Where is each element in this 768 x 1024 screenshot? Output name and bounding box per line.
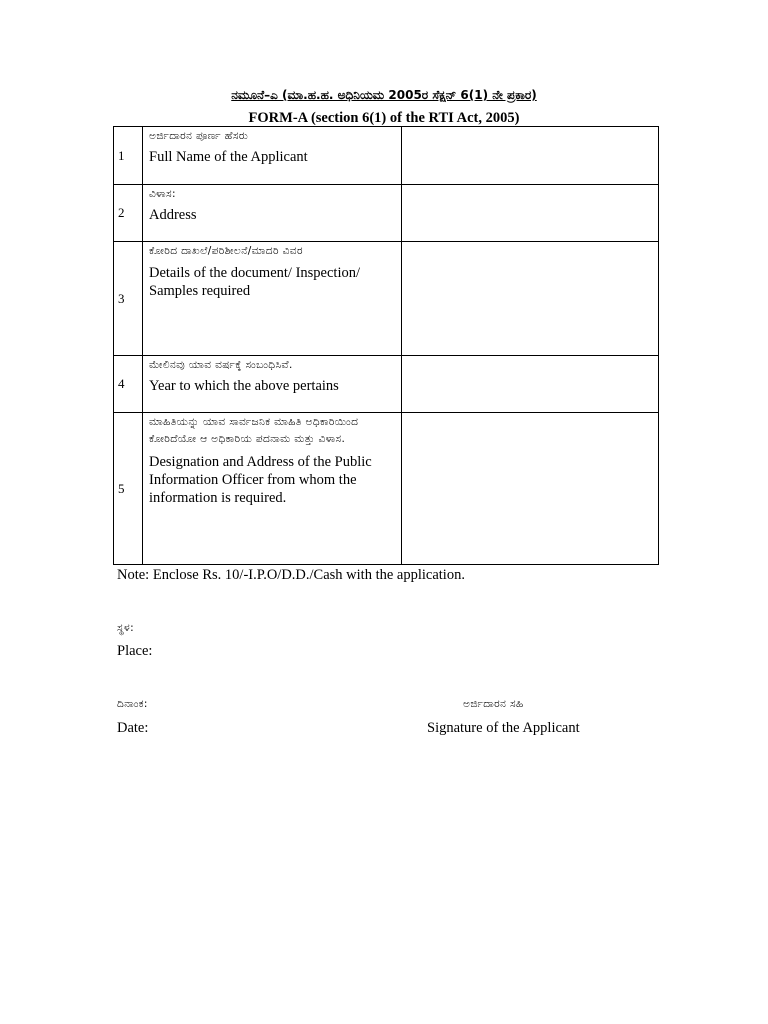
field-label-cell bbox=[143, 127, 402, 185]
field-label-kannada: ಮಾಹಿತಿಯನ್ನು ಯಾವ ಸಾರ್ವಜನಿಕ ಮಾಹಿತಿ ಅಧಿಕಾರಿಯಿಂದ bbox=[149, 416, 359, 428]
field-label-cell bbox=[143, 242, 402, 356]
full-name-answer-field[interactable] bbox=[402, 127, 659, 185]
place-label-english: Place: bbox=[117, 643, 153, 659]
field-label-kannada: ಕೋರಿದ ದಾಖಲೆ/ಪರಿಶೀಲನೆ/ಮಾದರಿ ವಿವರ bbox=[149, 245, 303, 257]
field-label-kannada: ವಿಳಾಸ: bbox=[149, 188, 176, 200]
date-label-kannada: ದಿನಾಂಕ: bbox=[117, 698, 148, 710]
field-label-cell bbox=[143, 413, 402, 565]
signature-label-kannada: ಅರ್ಜಿದಾರನ ಸಹಿ bbox=[463, 698, 524, 710]
form-row-year bbox=[114, 356, 659, 413]
address-answer-field[interactable] bbox=[402, 185, 659, 242]
form-title-kannada: ನಮೂನೆ–ಎ (ಮಾ.ಹ.ಹ. ಅಧಿನಿಯಮ 2005ರ ಸೆಕ್ಷನ್ 6(1) ನೇ ಪ್ರಕಾರ) bbox=[231, 88, 537, 102]
field-label-english: Full Name of the Applicant bbox=[149, 149, 308, 165]
field-label-english: Year to which the above pertains bbox=[149, 378, 339, 394]
form-row-address bbox=[114, 185, 659, 242]
field-label-english: Details of the document/ Inspection/ Samples required bbox=[149, 265, 361, 299]
row-number: 3 bbox=[114, 242, 143, 356]
form-row-pio-designation bbox=[114, 413, 659, 565]
form-row-document-details bbox=[114, 242, 659, 356]
form-title-english: FORM-A (section 6(1) of the RTI Act, 2005) bbox=[248, 110, 520, 126]
form-row-full-name bbox=[114, 127, 659, 185]
field-label-english: Address bbox=[149, 207, 197, 223]
field-label-english: Designation and Address of the Public Information Officer from whom the information is required. bbox=[149, 454, 372, 506]
pio-designation-answer-field[interactable] bbox=[402, 413, 659, 565]
place-label-kannada: ಸ್ಥಳ: bbox=[117, 622, 135, 634]
field-label-kannada-continued: ಕೋರಿದೆಯೋ ಆ ಅಧಿಕಾರಿಯ ಪದನಾಮ ಮತ್ತು ವಿಳಾಸ. bbox=[149, 433, 346, 445]
document-details-answer-field[interactable] bbox=[402, 242, 659, 356]
year-answer-field[interactable] bbox=[402, 356, 659, 413]
row-number: 1 bbox=[114, 127, 143, 185]
row-number: 5 bbox=[114, 413, 143, 565]
field-label-kannada: ಮೇಲಿನವು ಯಾವ ವರ್ಷಕ್ಕೆ ಸಂಬಂಧಿಸಿವೆ. bbox=[149, 359, 293, 371]
row-number: 4 bbox=[114, 356, 143, 413]
field-label-kannada: ಅರ್ಜಿದಾರನ ಪೂರ್ಣ ಹೆಸರು bbox=[149, 130, 249, 142]
row-number: 2 bbox=[114, 185, 143, 242]
application-form-table bbox=[113, 126, 659, 565]
field-label-cell bbox=[143, 356, 402, 413]
signature-label-english: Signature of the Applicant bbox=[427, 720, 580, 736]
field-label-cell bbox=[143, 185, 402, 242]
date-label-english: Date: bbox=[117, 720, 149, 736]
fee-note: Note: Enclose Rs. 10/-I.P.O/D.D./Cash with the application. bbox=[117, 567, 465, 583]
